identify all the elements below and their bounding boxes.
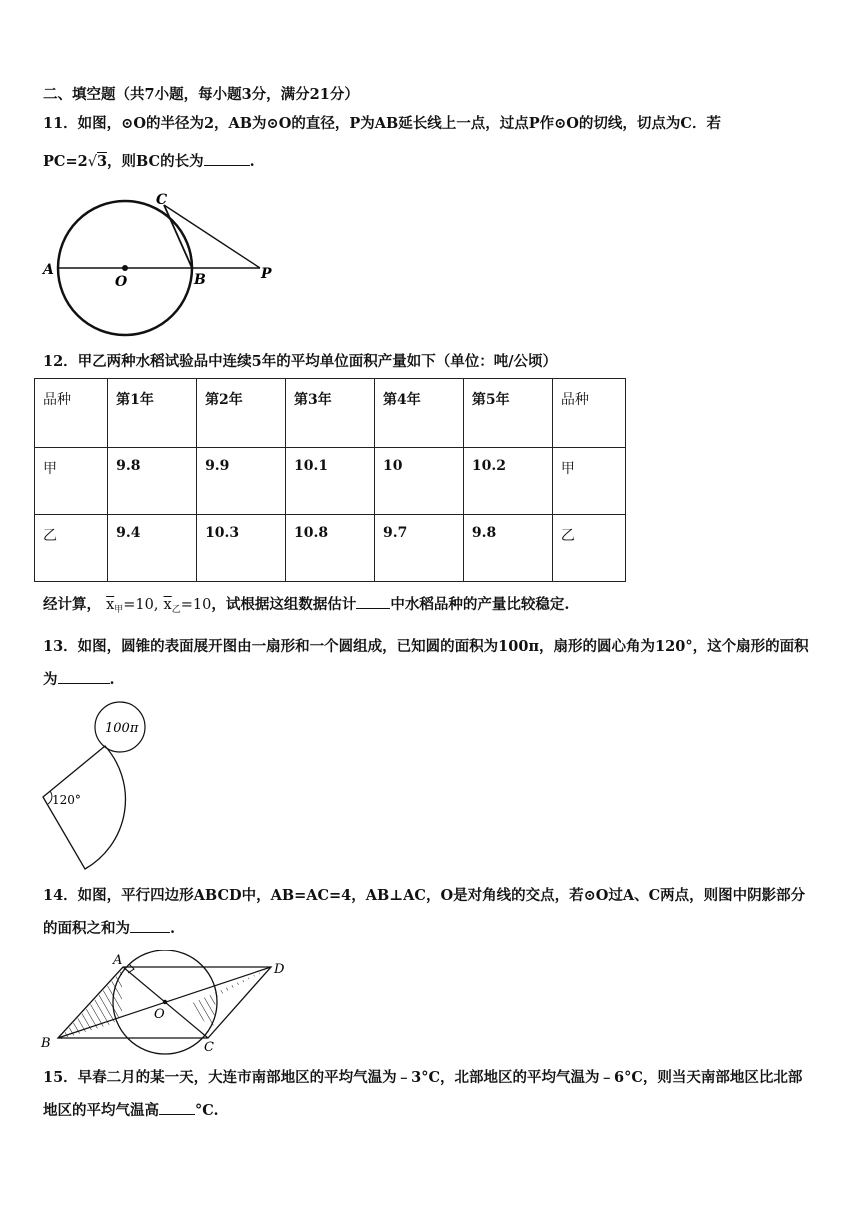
table-cell: 甲 [552, 448, 625, 515]
q15-line2 [43, 1104, 219, 1119]
q14-shade-left [58, 970, 122, 1040]
q14-line2 [43, 922, 175, 937]
table-header-cell: 第3年 [286, 379, 375, 448]
q12-eq1: =10, [123, 597, 159, 613]
q12-answer-blank [356, 607, 390, 609]
q12-sub-jia: 甲 [114, 605, 124, 615]
table-cell: 10.3 [197, 515, 286, 582]
table-cell: 10.8 [286, 515, 375, 582]
table-header-cell: 第2年 [197, 379, 286, 448]
q12-xbar-yi: $\overline{x}$ [163, 597, 172, 613]
q14-label-b: B [41, 1036, 51, 1051]
q14-line1: 14．如图，平行四边形ABCD中，AB=AC=4，AB⊥AC，O是对角线的交点，若⊙O过A、C两点，则图中阴影部分 [43, 887, 806, 904]
q11-label-c: C [156, 192, 168, 208]
table-header-cell: 第5年 [463, 379, 552, 448]
q11-period: . [249, 153, 255, 170]
q11-pc-prefix: PC=2 [43, 153, 88, 170]
q14-label-d: D [274, 962, 285, 977]
q14-label-o: O [154, 1007, 165, 1022]
q11-center-dot [122, 265, 128, 271]
table-cell: 9.4 [108, 515, 197, 582]
q11-figure [40, 190, 280, 340]
table-header-cell: 第4年 [374, 379, 463, 448]
q11-label-a: A [43, 262, 54, 278]
q11-radicand: 3 [96, 153, 108, 170]
table-cell: 9.8 [463, 515, 552, 582]
q15-line1: 15．早春二月的某一天，大连市南部地区的平均气温为﹣3°C，北部地区的平均气温为﹣6°C，则当天南部地区比北部 [43, 1069, 803, 1086]
q11-label-p: P [261, 266, 272, 282]
q12-after [43, 598, 569, 615]
q13-sector [43, 746, 125, 869]
q14-line2-pre: 的面积之和为 [43, 920, 130, 937]
q13-answer-blank [58, 682, 110, 684]
q14-label-a: A [113, 953, 123, 968]
q12-xbar-jia: $\overline{x}$ [106, 597, 115, 613]
q13-line2-end: . [109, 671, 115, 688]
q14-shade-right [188, 968, 270, 1030]
table-header-cell: 第1年 [108, 379, 197, 448]
q13-figure [38, 700, 158, 875]
table-header-row [35, 379, 626, 448]
q12-eq2: =10 [180, 597, 212, 613]
table-cell: 乙 [552, 515, 625, 582]
table-cell: 10.2 [463, 448, 552, 515]
q13-circle-label: 100π [105, 721, 139, 736]
table-cell: 9.9 [197, 448, 286, 515]
q15-line2-pre: 地区的平均气温高 [43, 1102, 159, 1119]
q15-line2-end: °C. [195, 1102, 219, 1119]
q12-after-pre: 经计算， [43, 596, 101, 613]
q14-label-c: C [204, 1040, 214, 1055]
table-cell: 9.8 [108, 448, 197, 515]
q11-line1: 11．如图，⊙O的半径为2，AB为⊙O的直径，P为AB延长线上一点，过点P作⊙O的切线，切点为C．若 [43, 115, 721, 132]
sqrt-symbol: √ [87, 154, 97, 170]
q13-line2-pre: 为 [43, 671, 58, 688]
q14-center-dot [163, 1000, 167, 1004]
table-row [35, 515, 626, 582]
q12-sub-yi: 乙 [171, 605, 181, 615]
table-cell: 甲 [35, 448, 108, 515]
table-cell: 9.7 [374, 515, 463, 582]
q12-table [34, 378, 626, 582]
q11-line2 [43, 155, 255, 170]
q12-after-post: ，试根据这组数据估计 [211, 596, 357, 613]
table-header-cell: 品种 [35, 379, 108, 448]
table-cell: 乙 [35, 515, 108, 582]
q14-figure [38, 950, 298, 1055]
q13-line2 [43, 673, 115, 688]
table-header-cell: 品种 [552, 379, 625, 448]
q11-label-b: B [194, 272, 206, 288]
q13-angle-label: 120° [52, 793, 81, 807]
q13-line1: 13．如图，圆锥的表面展开图由一扇形和一个圆组成，已知圆的面积为100π，扇形的圆心角为120°，这个扇形的面积 [43, 638, 809, 655]
q11-label-o: O [115, 274, 128, 290]
q14-line2-end: . [170, 920, 176, 937]
table-cell: 10 [374, 448, 463, 515]
q15-answer-blank [159, 1113, 195, 1115]
q12-after-end: 中水稻品种的产量比较稳定. [390, 596, 570, 613]
section-title: 二、填空题（共7小题，每小题3分，满分21分） [43, 86, 359, 103]
q14-answer-blank [130, 931, 170, 933]
q11-question: ，则BC的长为 [107, 153, 204, 170]
q12-stem: 12．甲乙两种水稻试验品中连续5年的平均单位面积产量如下（单位：吨/公顷） [43, 353, 558, 370]
q11-answer-blank [204, 164, 250, 166]
table-row [35, 448, 626, 515]
table-cell: 10.1 [286, 448, 375, 515]
